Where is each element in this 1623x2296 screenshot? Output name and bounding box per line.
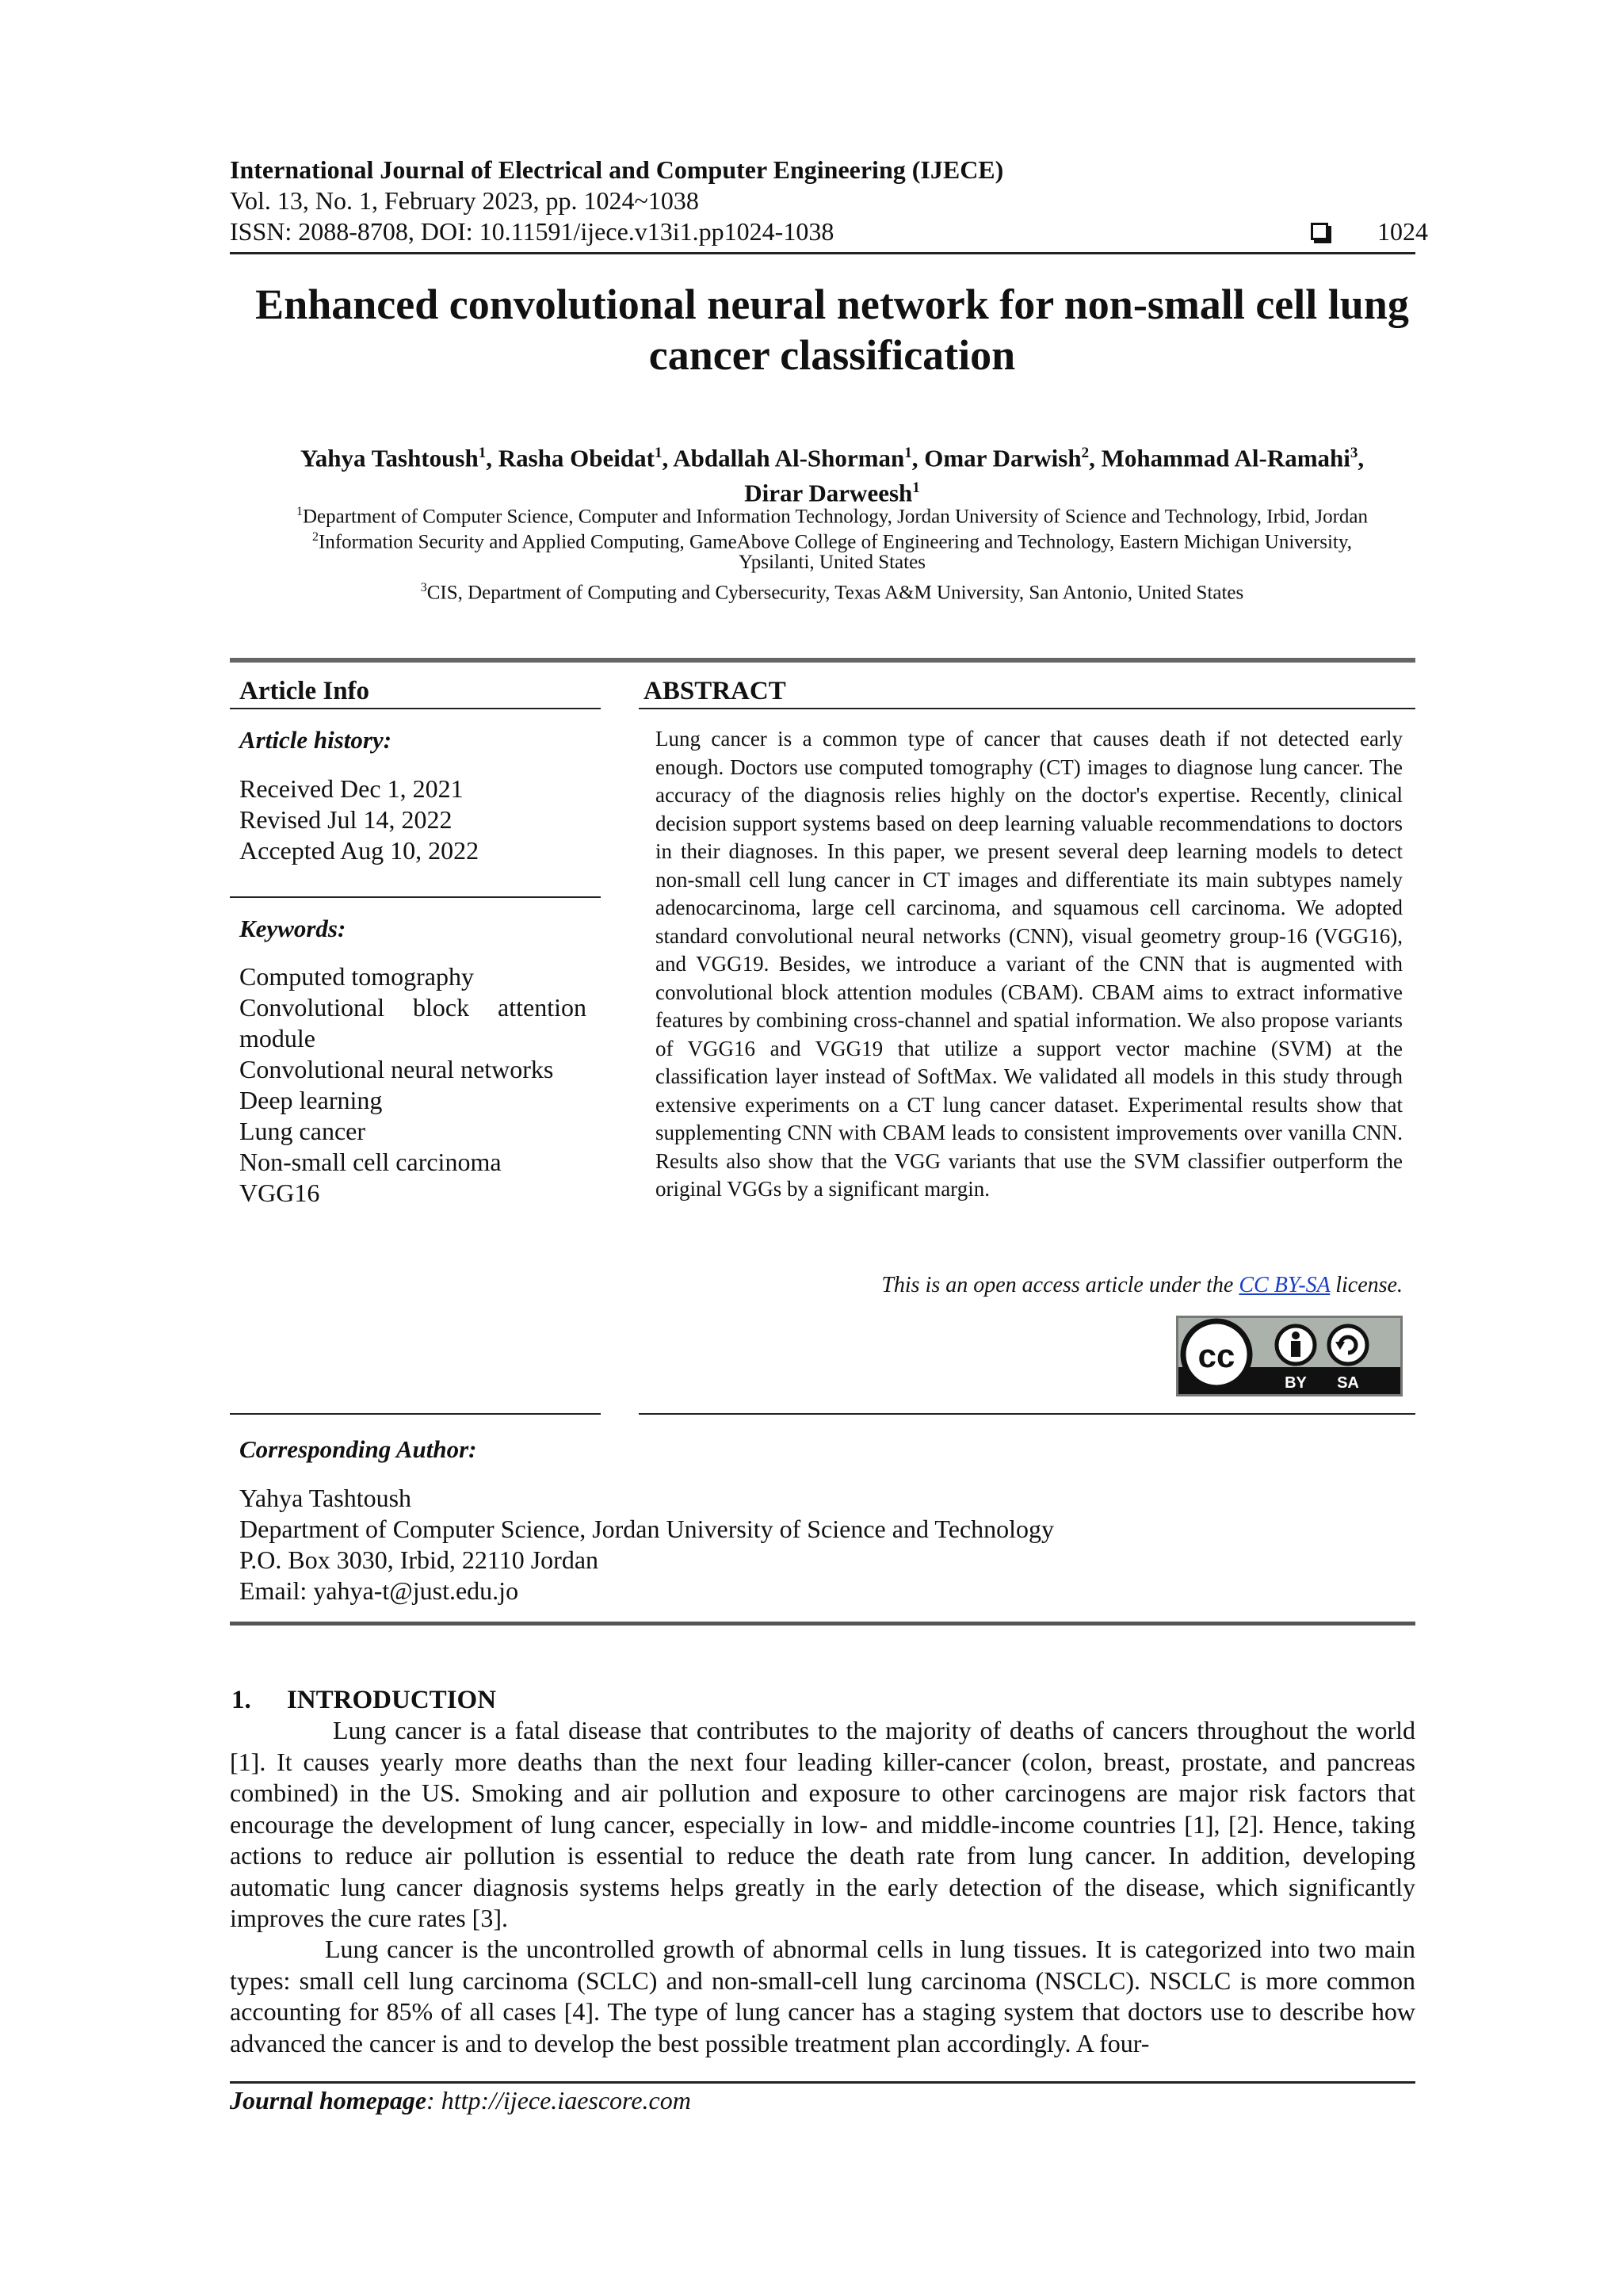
keyword-item: Deep learning xyxy=(239,1086,383,1114)
received-date: Received Dec 1, 2021 xyxy=(239,774,464,803)
paper-title xyxy=(230,279,1434,380)
journal-homepage xyxy=(230,2084,691,2116)
title-line-1: Enhanced convolutional neural network for non-small cell lung xyxy=(255,281,1409,328)
intro-section-number: 1. xyxy=(231,1686,251,1714)
title-line-2: cancer classification xyxy=(648,331,1016,379)
corresponding-name: Yahya Tashtoush xyxy=(239,1484,412,1512)
keywords-rule xyxy=(230,896,601,898)
homepage-label: Journal homepage xyxy=(230,2086,427,2115)
author-name: Rasha Obeidat xyxy=(498,444,655,472)
homepage-url[interactable]: : http://ijece.iaescore.com xyxy=(426,2086,691,2115)
info-top-rule xyxy=(230,658,1415,663)
abstract-heading: ABSTRACT xyxy=(643,677,786,705)
author-affiliation-mark: 3 xyxy=(1350,445,1358,461)
cc-by-sa-badge-icon[interactable] xyxy=(1176,1316,1403,1396)
affiliation-3: $^3$CIS, Department of Computing and Cybersecurity, Texas A&M University, San Antonio, United States xyxy=(420,581,1244,604)
header-rule xyxy=(230,252,1415,254)
keyword-item: module xyxy=(239,1024,315,1052)
page-box-icon xyxy=(1311,223,1328,240)
corresponding-department: Department of Computer Science, Jordan University of Science and Technology xyxy=(239,1515,1054,1543)
revised-date: Revised Jul 14, 2022 xyxy=(239,805,453,834)
corresponding-heading: Corresponding Author: xyxy=(239,1435,477,1463)
affiliation-2: $^2$Information Security and Applied Computing, GameAbove College of Engineering and Technology, Eastern Michigan University, xyxy=(312,530,1352,553)
keyword-item: VGG16 xyxy=(239,1179,320,1207)
footer-rule xyxy=(230,2081,1415,2084)
author-affiliation-mark: 1 xyxy=(904,445,912,461)
corresponding-address: P.O. Box 3030, Irbid, 22110 Jordan xyxy=(239,1545,599,1574)
author-list: Yahya Tashtoush$^1$, Rasha Obeidat$^1$, Abdallah Al-Shorman$^1$, Omar Darwish$^2$, Mohammad Al-Ramahi$^3$, Dirar Darweesh$^1$ xyxy=(300,444,1365,507)
journal-name: International Journal of Electrical and Computer Engineering (IJECE) xyxy=(230,155,1004,184)
affiliation-1: $^1$Department of Computer Science, Computer and Information Technology, Jordan University of Science and Technology, Irbid, Jordan xyxy=(296,505,1369,528)
abstract-bottom-rule xyxy=(639,1413,1415,1415)
author-affiliation-mark: 1 xyxy=(912,479,920,497)
keyword-item: Lung cancer xyxy=(239,1117,366,1145)
article-info-rule xyxy=(230,708,601,709)
author-name: Dirar Darweesh xyxy=(744,479,913,507)
author-affiliation-mark: 1 xyxy=(478,445,487,461)
accepted-date: Accepted Aug 10, 2022 xyxy=(239,836,479,865)
abstract-rule xyxy=(639,708,1415,709)
article-history-heading: Article history: xyxy=(239,726,392,754)
keyword-item: Non-small cell carcinoma xyxy=(239,1148,502,1176)
article-info-bottom-rule xyxy=(230,1413,601,1415)
author-name: Yahya Tashtoush xyxy=(300,444,479,472)
intro-paragraph-2: Lung cancer is the uncontrolled growth of abnormal cells in lung tissues. It is categorized into two main types: small cell lung carcinoma (SCLC) and non-small-cell lung carcinoma (NSCLC). NSCLC is more common accounting for 85% of all cases [4]. The type of lung cancer has a staging system that doctors use to describe how advanced the cancer is and to develop the best possible treatment plan accordingly. A four- xyxy=(230,1935,1415,2057)
issn-doi: ISSN: 2088-8708, DOI: 10.11591/ijece.v13i1.pp1024-1038 xyxy=(230,217,834,246)
svg-text:cc: cc xyxy=(1197,1337,1235,1374)
corresponding-bottom-rule xyxy=(230,1622,1415,1626)
page-number: 1024 xyxy=(1377,217,1428,246)
license-by-label: BY xyxy=(1285,1374,1307,1392)
keyword-item: Computed tomography xyxy=(239,962,474,991)
license-sa-label: SA xyxy=(1337,1374,1359,1392)
open-access-note: This is an open access article under the CC BY-SA license. xyxy=(881,1273,1403,1297)
affiliation-2-continued: Ypsilanti, United States xyxy=(739,552,926,573)
author-affiliation-mark: 2 xyxy=(1081,445,1090,461)
intro-paragraph-1: Lung cancer is a fatal disease that contributes to the majority of deaths of cancers throughout the world [1]. It causes yearly more deaths than the next four leading killer-cancer (colon, breast, prostate, and pancreas combined) in the US. Smoking and air pollution and exposure to other carcinogens are major risk factors that encourage the development of lung cancer, especially in low- and middle-income countries [1], [2]. Hence, taking actions to reduce air pollution is essential to reduce the death rate from lung cancer. In addition, developing automatic lung cancer diagnosis systems helps greatly in the early detection of the disease, which significantly improves the cure rates [3]. xyxy=(230,1716,1415,1932)
author-name: Mohammad Al-Ramahi xyxy=(1101,444,1350,472)
author-affiliation-mark: 1 xyxy=(654,445,663,461)
abstract-text: Lung cancer is a common type of cancer that causes death if not detected early enough. Doctors use computed tomography (CT) images to diagnose lung cancer. The accuracy of the diagnosis relies highly on the doctor's expertise. Recently, clinical decision support systems based on deep learning valuable recommendations to doctors in their diagnoses. In this paper, we present several deep learning models to detect non-small cell lung cancer in CT images and differentiate its main subtypes namely adenocarcinoma, large cell carcinoma, and squamous cell carcinoma. We adopted standard convolutional neural networks (CNN), visual geometry group-16 (VGG16), and VGG19. Besides, we introduce a variant of the CNN that is augmented with convolutional block attention modules (CBAM). CBAM aims to extract informative features by combining cross-channel and spatial information. We also propose variants of VGG16 and VGG19 that utilize a support vector machine (SVM) at the classification layer instead of SoftMax. We validated all models in this study through extensive experiments on a CT lung cancer dataset. Experimental results show that supplementing CNN with CBAM leads to consistent improvements over vanilla CNN. Results also show that the VGG variants that use the SVM classifier outperform the original VGGs by a significant margin. xyxy=(655,727,1403,1201)
intro-heading: INTRODUCTION xyxy=(287,1686,497,1714)
author-name: Abdallah Al-Shorman xyxy=(673,444,905,472)
cc-by-sa-link[interactable]: CC BY-SA xyxy=(1239,1273,1331,1297)
keyword-item: Convolutional block attention xyxy=(239,993,586,1022)
keyword-item: Convolutional neural networks xyxy=(239,1055,554,1083)
volume-info: Vol. 13, No. 1, February 2023, pp. 1024~1038 xyxy=(230,186,699,215)
corresponding-email: Email: yahya-t@just.edu.jo xyxy=(239,1576,519,1605)
author-name: Omar Darwish xyxy=(924,444,1082,472)
article-info-heading: Article Info xyxy=(239,677,370,705)
keywords-heading: Keywords: xyxy=(239,915,346,942)
